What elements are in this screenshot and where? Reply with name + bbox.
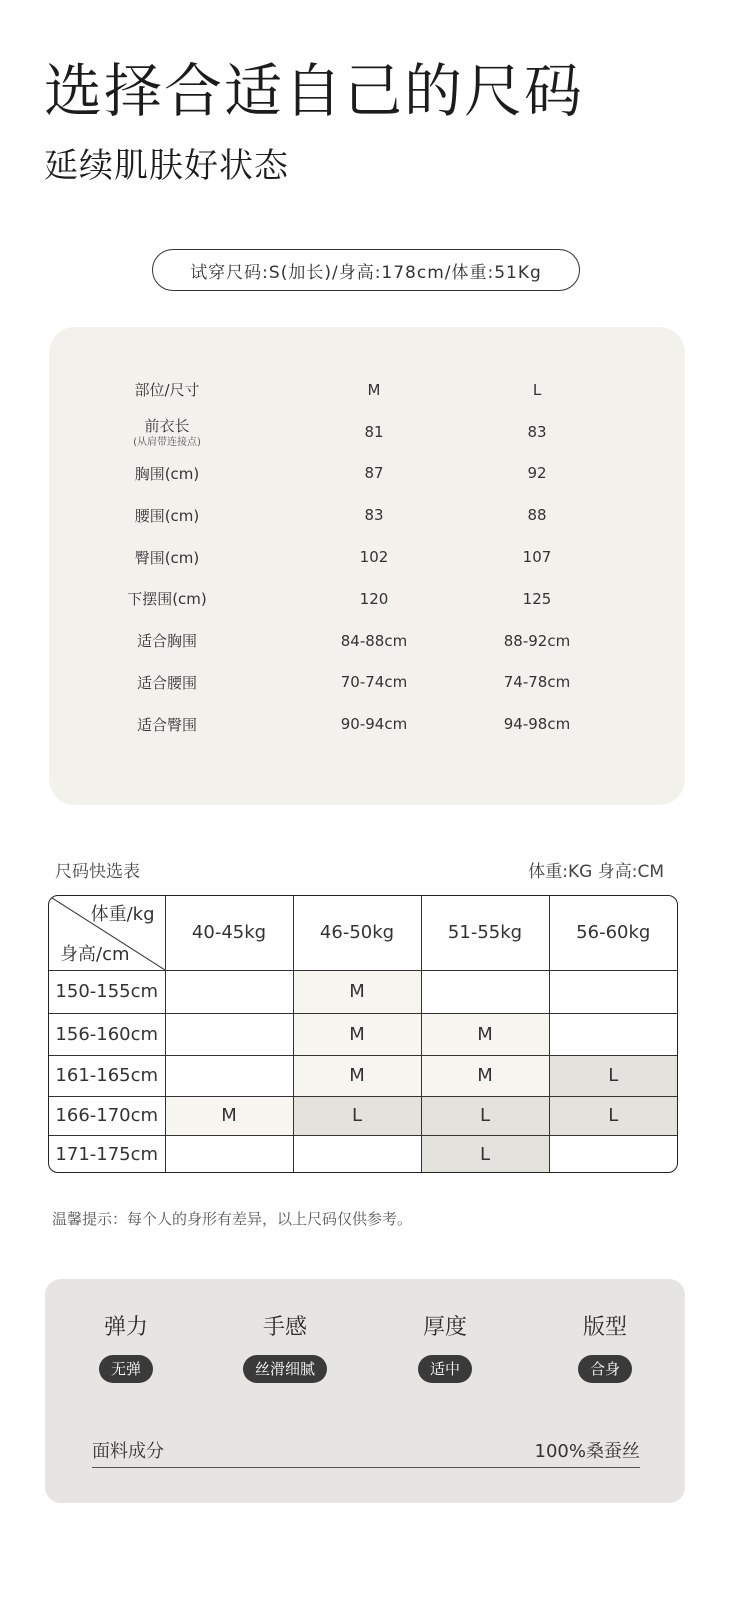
corner-height-label: 身高/cm (60, 943, 130, 965)
attr-badge: 合身 (578, 1355, 632, 1383)
height-label: 150-155cm (49, 970, 165, 1013)
attr-label: 厚度 (422, 1315, 467, 1340)
size-tip: 温馨提示：每个人的身形有差异，以上尺码仅供参考。 (52, 1210, 413, 1228)
height-label: 171-175cm (49, 1135, 165, 1173)
size-row-fit-hip (49, 703, 685, 745)
header-size-l: L (532, 380, 542, 399)
row-note: (从肩带连接点) (133, 437, 201, 449)
header-size-m: M (367, 380, 381, 399)
grid-cell: L (549, 1096, 677, 1135)
size-row-fit-waist (49, 662, 685, 704)
quick-select-grid (49, 896, 677, 1173)
attr-fit (545, 1310, 665, 1383)
page-title: 选择合适自己的尺码 (44, 57, 585, 125)
value-m: 87 (364, 464, 384, 483)
attr-label: 手感 (262, 1315, 307, 1340)
attr-thickness (385, 1310, 505, 1383)
weight-header: 56-60kg (549, 896, 677, 970)
value-m: 84-88cm (340, 631, 408, 650)
size-row-chest (49, 453, 685, 495)
grid-cell (165, 1055, 293, 1096)
model-info-text: 试穿尺码:S(加长)/身高:178cm/体重:51Kg (190, 262, 542, 283)
row-label: 臀围(cm) (134, 548, 200, 567)
header-part: 部位/尺寸 (134, 381, 200, 400)
value-m: 70-74cm (340, 673, 408, 692)
value-m: 90-94cm (340, 715, 408, 734)
value-l: 92 (527, 464, 547, 483)
grid-cell: L (421, 1135, 549, 1173)
grid-cell: M (293, 1055, 421, 1096)
size-row-waist (49, 494, 685, 536)
grid-cell: L (421, 1096, 549, 1135)
value-m: 102 (359, 548, 389, 567)
quick-select-units: 体重:KG 身高:CM (528, 862, 664, 882)
height-label: 166-170cm (49, 1096, 165, 1135)
weight-header: 46-50kg (293, 896, 421, 970)
grid-row (49, 1135, 677, 1173)
grid-cell (549, 970, 677, 1013)
row-label: 适合胸围 (136, 632, 197, 651)
grid-cell: M (293, 970, 421, 1013)
row-label: 适合臀围 (136, 715, 197, 734)
attr-label: 版型 (582, 1315, 627, 1340)
grid-cell (549, 1013, 677, 1055)
grid-cell (549, 1135, 677, 1173)
row-label: 胸围(cm) (134, 464, 200, 483)
value-l: 125 (522, 589, 552, 608)
corner-weight-label: 体重/kg (90, 904, 155, 925)
grid-corner-cell (49, 896, 165, 970)
value-l: 94-98cm (503, 715, 571, 734)
grid-header-row (49, 896, 677, 970)
size-row-fit-chest (49, 620, 685, 662)
attr-feel (225, 1310, 345, 1383)
row-label: 适合腰围 (136, 673, 197, 692)
grid-cell: M (293, 1013, 421, 1055)
grid-cell (165, 1013, 293, 1055)
attr-badge: 丝滑细腻 (243, 1355, 327, 1383)
size-row-hip (49, 536, 685, 578)
model-info-pill (152, 249, 580, 291)
grid-cell (165, 970, 293, 1013)
grid-cell (165, 1135, 293, 1173)
grid-cell: M (421, 1013, 549, 1055)
grid-row (49, 970, 677, 1013)
size-chart (49, 369, 685, 745)
quick-select-title: 尺码快选表 (55, 862, 140, 882)
weight-header: 40-45kg (165, 896, 293, 970)
composition-value: 100%桑蚕丝 (534, 1441, 640, 1462)
grid-row (49, 1013, 677, 1055)
value-l: 83 (527, 422, 547, 441)
weight-header: 51-55kg (421, 896, 549, 970)
value-l: 74-78cm (503, 673, 571, 692)
fabric-composition (92, 1437, 640, 1468)
value-l: 107 (522, 548, 552, 567)
size-chart-header (49, 369, 685, 411)
height-label: 161-165cm (49, 1055, 165, 1096)
grid-row (49, 1055, 677, 1096)
height-label: 156-160cm (49, 1013, 165, 1055)
value-l: 88-92cm (503, 631, 571, 650)
grid-cell: M (165, 1096, 293, 1135)
value-m: 120 (359, 589, 389, 608)
size-row-hem (49, 578, 685, 620)
row-label: 前衣长 (144, 417, 190, 436)
attr-elasticity (66, 1310, 186, 1383)
row-label: 下摆围(cm) (127, 590, 207, 609)
grid-cell: M (421, 1055, 549, 1096)
value-l: 88 (527, 506, 547, 525)
value-m: 81 (364, 422, 384, 441)
grid-cell: L (549, 1055, 677, 1096)
page-subtitle: 延续肌肤好状态 (44, 146, 289, 186)
attr-badge: 适中 (418, 1355, 472, 1383)
size-row-front-length (49, 411, 685, 453)
row-label: 腰围(cm) (134, 506, 200, 525)
attr-label: 弹力 (103, 1315, 148, 1340)
grid-cell (293, 1135, 421, 1173)
grid-cell: L (293, 1096, 421, 1135)
grid-row (49, 1096, 677, 1135)
value-m: 83 (364, 506, 384, 525)
quick-select-table (48, 895, 678, 1173)
composition-label: 面料成分 (92, 1441, 164, 1462)
attr-badge: 无弹 (99, 1355, 153, 1383)
grid-cell (421, 970, 549, 1013)
